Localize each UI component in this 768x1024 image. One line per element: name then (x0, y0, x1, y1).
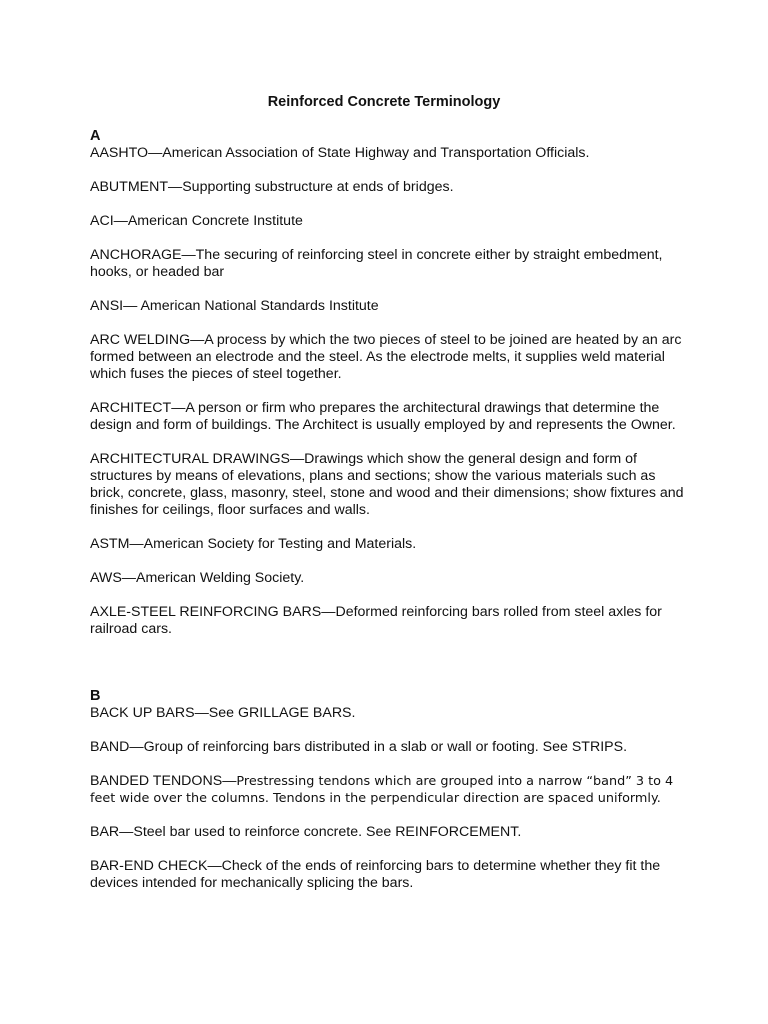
glossary-definition: American Concrete Institute (127, 213, 303, 229)
term-separator: — (171, 400, 186, 416)
glossary-entry (90, 570, 686, 587)
section-letter: A (90, 128, 101, 144)
glossary-term: BACK UP BARS (90, 705, 195, 721)
term-separator: — (190, 332, 205, 348)
section-letter: B (90, 688, 101, 704)
glossary-definition: American Society for Testing and Materials. (143, 536, 417, 552)
term-separator: — (123, 298, 138, 314)
glossary-entry (90, 145, 686, 162)
glossary-entries (90, 705, 686, 892)
glossary-definition: A process by which the two pieces of steel to be joined are heated by an arc formed between an electrode and the steel. As the electrode melts, it supplies weld material which fuses the pieces of steel together. (90, 332, 682, 382)
glossary-definition: A person or firm who prepares the architectural drawings that determine the design and form of buildings. The Architect is usually employed by and represents the Owner. (90, 400, 676, 433)
glossary-definition: Steel bar used to reinforce concrete. See REINFORCEMENT. (133, 824, 522, 840)
glossary-entry (90, 739, 686, 756)
term-separator: — (129, 739, 144, 755)
glossary-term: BANDED TENDONS (90, 773, 223, 789)
glossary-definition: Deformed reinforcing bars rolled from steel axles for railroad cars. (90, 604, 662, 637)
glossary-entry (90, 536, 686, 553)
glossary-definition: American National Standards Institute (137, 298, 379, 314)
term-separator: — (289, 451, 305, 467)
glossary-definition: American Welding Society. (135, 570, 305, 586)
glossary-term: ARCHITECT (90, 400, 172, 416)
term-separator: — (168, 179, 183, 195)
term-separator: — (181, 247, 196, 263)
document-title: Reinforced Concrete Terminology (267, 94, 501, 110)
glossary-entry (90, 604, 686, 638)
glossary-term: ASTM (90, 536, 130, 552)
term-separator: — (207, 858, 222, 874)
glossary-definition: Prestressing tendons which are grouped into a narrow “band” 3 to 4 feet wide over the columns. Tendons in the perpendicular direction are spaced uniformly. (90, 774, 674, 806)
term-separator: — (194, 705, 209, 721)
glossary-term: BAND (90, 739, 130, 755)
term-separator: — (113, 213, 128, 229)
glossary-entry (90, 858, 686, 892)
term-separator: — (119, 824, 134, 840)
glossary-definition: The securing of reinforcing steel in concrete either by straight embedment, hooks, or headed bar (90, 247, 663, 280)
section-b (90, 688, 686, 909)
glossary-entry (90, 400, 686, 434)
glossary-entry (90, 705, 686, 722)
glossary-entry (90, 179, 686, 196)
glossary-term: AASHTO (90, 145, 149, 161)
glossary-term: ABUTMENT (90, 179, 169, 195)
glossary-entry (90, 332, 686, 383)
glossary-entry (90, 451, 686, 519)
glossary-term: AXLE-STEEL REINFORCING BARS (90, 604, 322, 620)
glossary-term: BAR (90, 824, 120, 840)
term-separator: — (222, 773, 237, 789)
term-separator: — (121, 570, 136, 586)
glossary-definition: Supporting substructure at ends of bridges. (182, 179, 454, 195)
glossary-definition: See GRILLAGE BARS. (208, 705, 356, 721)
glossary-definition: Group of reinforcing bars distributed in a slab or wall or footing. See STRIPS. (143, 739, 628, 755)
glossary-term: ARC WELDING (90, 332, 191, 348)
glossary-term: AWS (90, 570, 122, 586)
glossary-entry (90, 824, 686, 841)
glossary-entries (90, 145, 686, 638)
glossary-definition: Check of the ends of reinforcing bars to determine whether they fit the devices intended for mechanically splicing the bars. (90, 858, 661, 891)
glossary-definition: American Association of State Highway and Transportation Officials. (162, 145, 590, 161)
glossary-term: ARCHITECTURAL DRAWINGS (90, 451, 290, 467)
glossary-entry (90, 773, 686, 807)
glossary-definition: Drawings which show the general design and form of structures by means of elevations, plans and sections; show the various materials such as brick, concrete, glass, masonry, steel, stone and wood and their dimensions; show fixtures and finishes for ceilings, floor surfaces and walls. (90, 451, 684, 518)
term-separator: — (321, 604, 336, 620)
glossary-term: ANSI (90, 298, 124, 314)
glossary-entry (90, 247, 686, 281)
term-separator: — (148, 145, 163, 161)
section-a (90, 128, 686, 655)
glossary-entry (90, 213, 686, 230)
glossary-term: BAR-END CHECK (90, 858, 208, 874)
glossary-term: ANCHORAGE (90, 247, 182, 263)
glossary-entry (90, 298, 686, 315)
term-separator: — (129, 536, 144, 552)
glossary-term: ACI (90, 213, 114, 229)
